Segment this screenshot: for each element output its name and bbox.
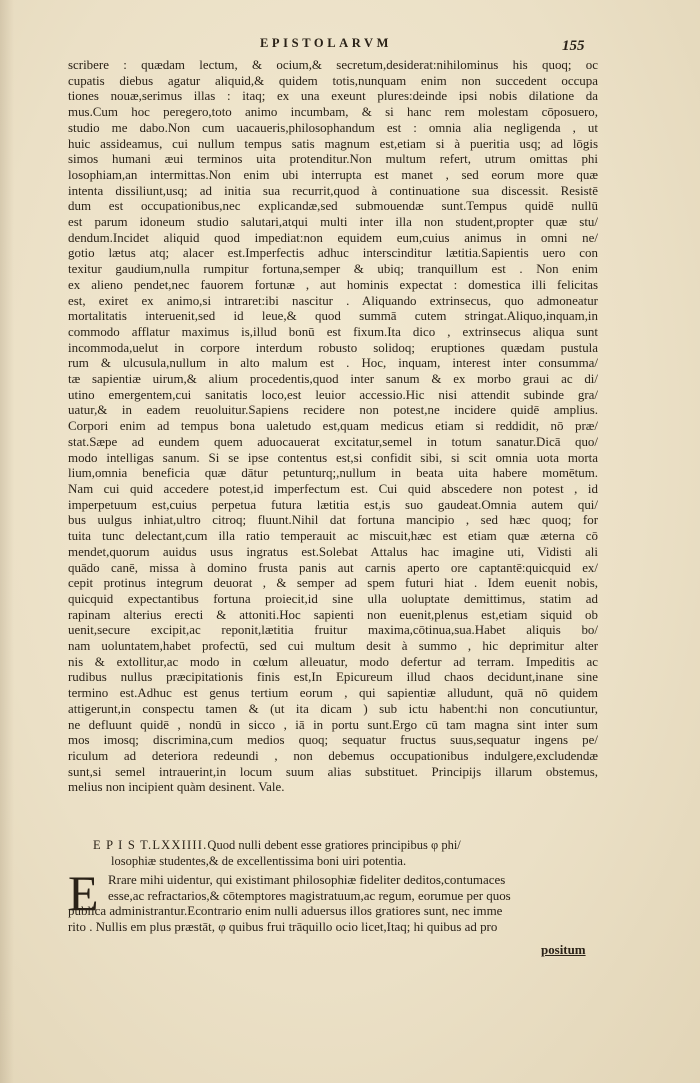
text-line: melius non incipient quàm desinent. Vale. <box>68 779 285 795</box>
text-line: tiones nouæ,serimus illas : itaq; ex una exeunt plures:deinde ipsi nobis dilatione da <box>68 88 598 104</box>
text-line: dendum.Incidet aliquid quod impediat:non equidem eum,cuius animus in omni ne/ <box>68 229 598 245</box>
text-line: intenta dissiliunt,usq; ad initia sua recurrit,quod à continuatione sua discessit. Resistē <box>68 182 598 198</box>
text-line: nam uoluntatem,habet profectū, sed cui multum desit à summo , hic deprimitur alter <box>68 638 598 654</box>
text-line: texitur gaudium,nulla rumpitur fortuna,semper & ubiq; tranquillum est . Non enim <box>68 261 598 277</box>
text-line: mortalitatis interuenit,sed id leue,& quod summā cutem stringat.Aliquo,inquam,in <box>68 308 598 324</box>
text-line: rudibus nullus præcipitationis finis est,In Epicureum illud chaos decidunt,inane sine <box>68 669 598 685</box>
main-text-block <box>68 57 598 795</box>
epistle-heading-line-1 <box>93 838 563 854</box>
letter-line: publica administrantur.Econtrario enim nulli aduersus illos gratiores sunt, nec imme <box>68 903 503 919</box>
text-line: scribere : quædam lectum, & ocium,& secretum,desiderat:nihilominus his quoq; oc <box>68 57 598 72</box>
letter-line: rito . Nullis em plus præstāt, φ quibus frui trāquillo ocio licet,Itaq; hi quibus ad pro <box>68 919 498 935</box>
text-line: ex alieno pendet,nec fauorem fortunæ , aut hominis expectat : domestica illi felicitas <box>68 276 598 292</box>
text-line: simos humani æui terminos uita protenditur.Non multum refert, utrum omittas phi <box>68 151 598 167</box>
epistle-number: E P I S T.LXXIIII. <box>93 838 208 852</box>
epistle-heading-line-2: losophiæ studentes,& de excellentissima boni uiri potentia. <box>111 853 407 868</box>
text-line: gotio lætus atq; alacer est.Imperfectis adhuc interscinditur lætitia.Sapientis uero con <box>68 245 598 261</box>
text-line: attigerunt,in conspectu tamen & (ut ita dicam ) sub ictu habent:hi non concutiuntur, <box>68 700 598 716</box>
text-line: sunt,si semel intrauerint,in locum suum alias substituet. Principijs illarum obstemus, <box>68 763 598 779</box>
text-line: imperpetuum est,cuius perpetua futura lætitia est,is suo gaudeat.Omnia autem qui/ <box>68 496 598 512</box>
gutter-shadow <box>0 0 14 1083</box>
text-line: riculum ad deteriora redeundi , non debemus occupationibus indulgere,excludendæ <box>68 747 598 763</box>
text-line: cepit protinus integrum deuorat , & semper ad spem futuri hiat . Idem euenit nobis, <box>68 575 598 591</box>
text-line: rum & ulcusula,nullum in alto malum est . Hoc, inquam, interest inter consumma/ <box>68 355 598 371</box>
text-line: tuita tunc delectant,cum illa ratio temperauit ac miscuit,hæc est etiam quæ æterna cō <box>68 528 598 544</box>
running-head: EPISTOLARVM <box>260 36 393 50</box>
drop-capital: E <box>68 865 99 921</box>
text-line: rapinam alterius erecti & attoniti.Hoc sapienti non euenit,plenus est,etiam siquid ob <box>68 606 598 622</box>
text-line: commodo afflatur maximus is,illud bonū est fixum.Ita dico , extrinsecus aliqua sunt <box>68 323 598 339</box>
text-line: mus.Cum hoc peregero,toto animo incumbam, & si hanc rem molestam cōposuero, <box>68 104 598 120</box>
text-line: huic assideamus, cui nullum tempus satis magnum est,etiam si à pueritia usq; ad lōgis <box>68 135 598 151</box>
text-line: lium,omnia beneficia quæ dātur petunturq;,nullum in beata uita habere momētum. <box>68 465 598 481</box>
letter-text-block <box>68 872 598 935</box>
text-line: quicquid expectantibus fortuna proiecit,id sine ulla uoluptate demittimus, statim ad <box>68 590 598 606</box>
text-line: est parum idoneum studio salutari,atqui multi inter illa non student,propter quæ stu/ <box>68 214 598 230</box>
letter-line: Rrare mihi uidentur, qui existimant philosophiæ fideliter deditos,contumaces <box>108 872 506 887</box>
text-line: ne defluunt quidē , nondū in sicco , iā in portu sunt.Ergo cū tam magna sint inter sum <box>68 716 598 732</box>
text-line: est, exiret ex animo,si intraret:ibi nascitur . Aliquando extrinsecus, quo admoneatur <box>68 292 598 308</box>
text-line: uatur,& in eadem reuoluitur.Sapiens recidere non potest,ne incidere quidē amplius. <box>68 402 598 418</box>
page-number: 155 <box>562 38 585 54</box>
text-line: uenit,secure excipit,ac reponit,lætitia fruitur maxima,cōtinua,sua.Habet aliquis bo/ <box>68 622 598 638</box>
text-line: dum est occupationibus,nec explicandæ,sed submouendæ sunt.Tempus quidē nullū <box>68 198 598 214</box>
text-line: stat.Sæpe ad eundem quem aduocauerat excitatur,semel in totum sanatur.Dicā quo/ <box>68 433 598 449</box>
text-line: termino est.Adhuc est genus tertium eorum , qui sapientiæ alludunt, quā nō quidem <box>68 685 598 701</box>
text-line: Corpori enim ad tempus bona ualetudo est,quam medicus etiam si reddidit, nō præ/ <box>68 418 598 434</box>
text-line: modo intelligas sanum. Si se ipse contentus est,si confidit sibi, si scit omnia uota morta <box>68 449 598 465</box>
text-line: mos imosq; discrimina,cum medios quoq; sequatur fructus suus,sequatur ingens pe/ <box>68 732 598 748</box>
text-line: losophiam,an intermittas.Non enim ubi interrupta est manet , sed eorum more quæ <box>68 166 598 182</box>
text-line: Nam cui quid accedere potest,id imperfectum est. Cui quid abscedere non potest , id <box>68 480 598 496</box>
text-line: utino emergentem,cui sanitatis loco,est leuior accessio.Hic nisi attendit subinde gra/ <box>68 386 598 402</box>
text-line: mendet,quorum auidus usus ingratus est.Solebat Attalus hac imagine uti, Vidisti ali <box>68 543 598 559</box>
text-line: nis & extollitur,ac modo in cœlum alleuatur, modo defertur ad terram. Impeditis ac <box>68 653 598 669</box>
text-line: bus uulgus inhiat,ultro citroq; fluunt.Nihil dat fortuna mancipio , sed hæc quoq; for <box>68 512 598 528</box>
text-line: quādo canē, missa à domino frusta panis aut carnis aperto ore captantē:quicquid ex/ <box>68 559 598 575</box>
text-line: tæ sapientiæ uirum,& alium procedentis,quod inter sanum & ex morbo graui ac di/ <box>68 371 598 387</box>
epistle-heading-text-1: Quod nulli debent esse gratiores principibus φ phi/ <box>207 838 461 852</box>
catchword: positum <box>541 942 586 957</box>
letter-line: esse,ac refractarios,& cōtemptores magistratuum,ac regum, eorumue per quos <box>108 887 511 903</box>
text-line: incommoda,uelut in corpore interdum robusto solidoq; eruptiones quædam pustula <box>68 339 598 355</box>
epistle-heading <box>93 838 563 869</box>
text-line: studio me dabo.Non cum uacaueris,philosophandum est : omnia alia negligenda , ut <box>68 119 598 135</box>
text-line: cupatis diebus agatur aliquid,& quidem totis,nunquam enim non succedent occupa <box>68 72 598 88</box>
